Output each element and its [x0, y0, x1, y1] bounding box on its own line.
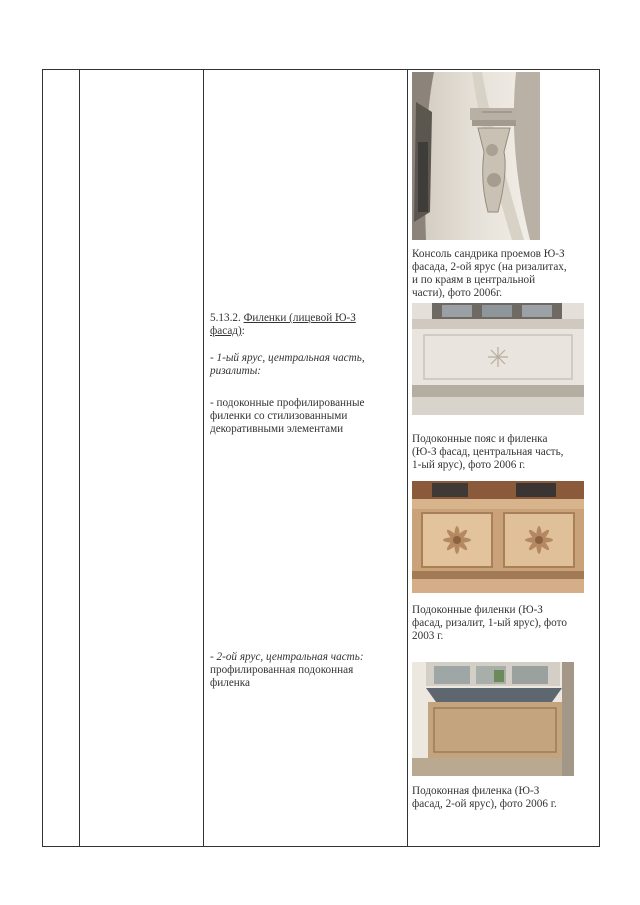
- section-title: [210, 312, 356, 338]
- column-divider-3: [407, 70, 408, 846]
- section-title-suffix: :: [241, 325, 245, 337]
- tier1-description: - подоконные профилированные филенки со стилизованными декоративными элементами: [210, 397, 365, 435]
- photo-sill-belt: [412, 303, 584, 415]
- section-title-link: Филенки (лицевой Ю-З: [243, 312, 356, 324]
- tier2-block: [210, 651, 364, 690]
- photo-console-bracket: [412, 72, 540, 240]
- tier2-desc-1: профилированная подоконная: [210, 664, 354, 676]
- photo-sill-panel-tier2: [412, 662, 574, 776]
- column-divider-2: [203, 70, 204, 846]
- tier2-heading: - 2-ой ярус, центральная часть:: [210, 651, 364, 663]
- tier2-desc-2: филенка: [210, 677, 251, 689]
- caption-3: Подоконные филенки (Ю-З фасад, ризалит, 1-ый ярус), фото 2003 г.: [412, 604, 567, 642]
- caption-2: Подоконные пояс и филенка (Ю-З фасад, центральная часть, 1-ый ярус), фото 2006 г.: [412, 433, 564, 471]
- column-divider-1: [79, 70, 80, 846]
- section-number: 5.13.2.: [210, 312, 244, 324]
- caption-1: Консоль сандрика проемов Ю-З фасада, 2-ой ярус (на ризалитах, и по краям в центральной части), фото 2006г.: [412, 248, 567, 299]
- photo-panels-rosettes: [412, 481, 584, 593]
- caption-4: Подоконная филенка (Ю-З фасад, 2-ой ярус), фото 2006 г.: [412, 785, 557, 810]
- tier1-heading: - 1-ый ярус, центральная часть, ризалиты:: [210, 352, 365, 377]
- section-title-link-2: фасад): [210, 325, 242, 337]
